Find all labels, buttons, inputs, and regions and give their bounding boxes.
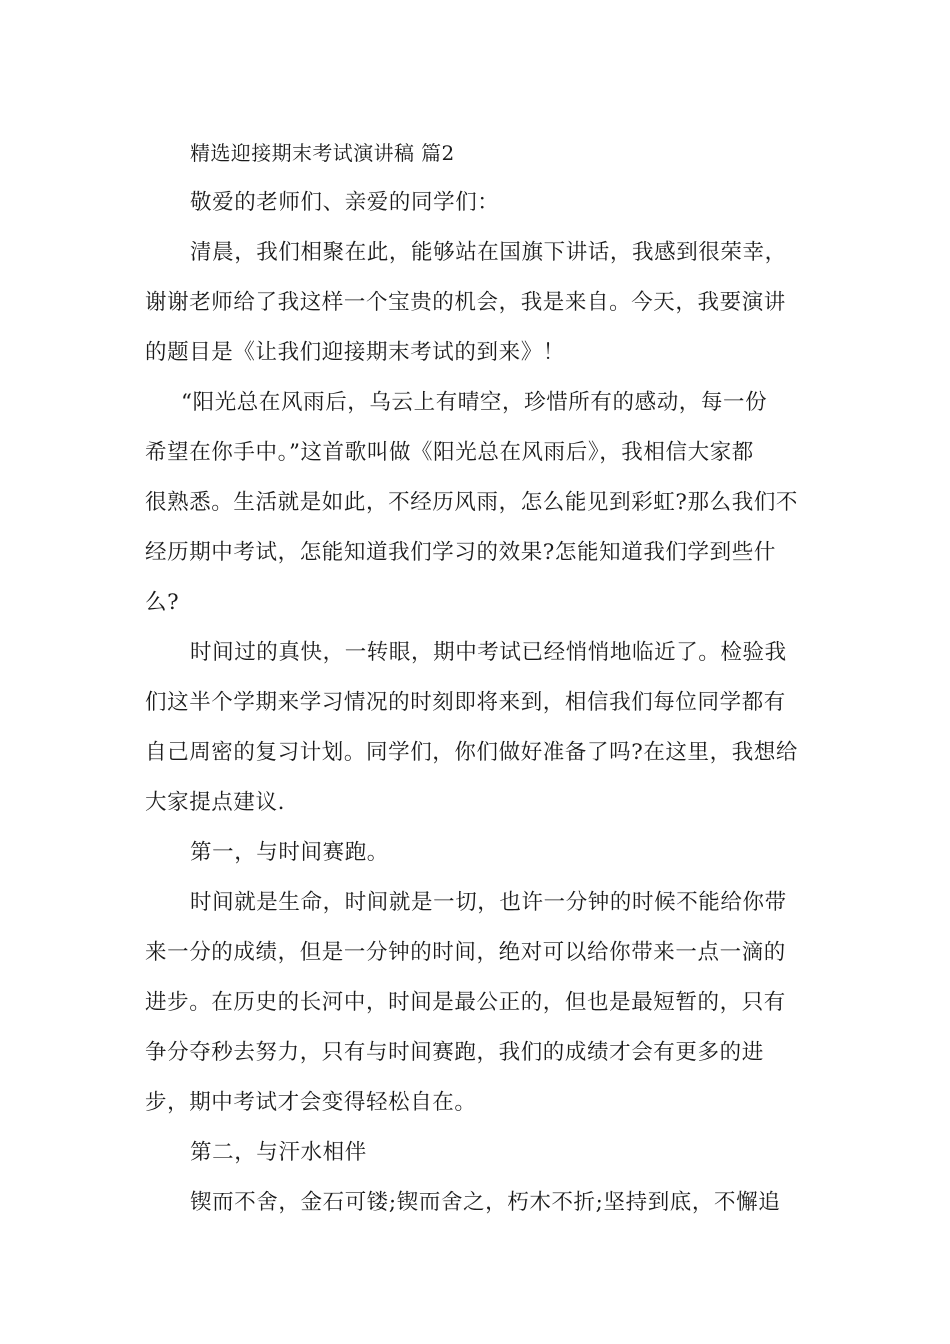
section-heading-2 bbox=[145, 1128, 810, 1178]
paragraph-line: 很熟悉。生活就是如此，不经历风雨，怎么能见到彩虹?那么我们不 bbox=[145, 490, 799, 515]
paragraph-line: 们这半个学期来学习情况的时刻即将来到，相信我们每位同学都有 bbox=[145, 690, 786, 715]
paragraph-line: 经历期中考试，怎能知道我们学习的效果?怎能知道我们学到些什 bbox=[145, 540, 776, 565]
document-title: 精选迎接期末考试演讲稿 篇2 bbox=[190, 141, 455, 165]
paragraph-line: 么? bbox=[145, 590, 180, 615]
paragraph-5 bbox=[145, 1178, 810, 1228]
paragraph-line: 自己周密的复习计划。同学们，你们做好准备了吗?在这里，我想给 bbox=[145, 740, 799, 765]
paragraph-line: 时间就是生命，时间就是一切，也许一分钟的时候不能给你带 bbox=[190, 890, 787, 915]
paragraph-line: 进步。在历史的长河中，时间是最公正的，但也是最短暂的，只有 bbox=[145, 990, 786, 1015]
paragraph-line: 第二，与汗水相伴 bbox=[190, 1140, 367, 1165]
paragraph-4 bbox=[145, 878, 810, 1128]
paragraph-line: 大家提点建议. bbox=[145, 790, 286, 815]
paragraph-line: 锲而不舍，金石可镂;锲而舍之，朽木不折;坚持到底，不懈追 bbox=[190, 1190, 781, 1215]
paragraph-line: “阳光总在风雨后，乌云上有晴空，珍惜所有的感动，每一份 bbox=[181, 390, 768, 415]
paragraph-3 bbox=[145, 628, 810, 828]
paragraph-line: 清晨，我们相聚在此，能够站在国旗下讲话，我感到很荣幸， bbox=[190, 240, 787, 265]
section-heading-1 bbox=[145, 828, 810, 878]
salutation: 敬爱的老师们、亲爱的同学们： bbox=[190, 190, 500, 215]
paragraph-line: 第一，与时间赛跑。 bbox=[190, 840, 389, 865]
paragraph-line: 来一分的成绩，但是一分钟的时间，绝对可以给你带来一点一滴的 bbox=[145, 940, 786, 965]
paragraph-line: 的题目是《让我们迎接期末考试的到来》！ bbox=[145, 340, 565, 365]
paragraph-line: 谢谢老师给了我这样一个宝贵的机会，我是来自。今天，我要演讲 bbox=[145, 290, 786, 315]
paragraph-2 bbox=[145, 378, 810, 628]
paragraph-line: 时间过的真快，一转眼，期中考试已经悄悄地临近了。检验我 bbox=[190, 640, 787, 665]
paragraph-line: 希望在你手中。”这首歌叫做《阳光总在风雨后》，我相信大家都 bbox=[145, 440, 754, 465]
document-page bbox=[145, 128, 810, 1228]
paragraph-line: 争分夺秒去努力，只有与时间赛跑，我们的成绩才会有更多的进 bbox=[145, 1040, 764, 1065]
paragraph-1 bbox=[145, 228, 810, 378]
paragraph-line: 步，期中考试才会变得轻松自在。 bbox=[145, 1090, 477, 1115]
